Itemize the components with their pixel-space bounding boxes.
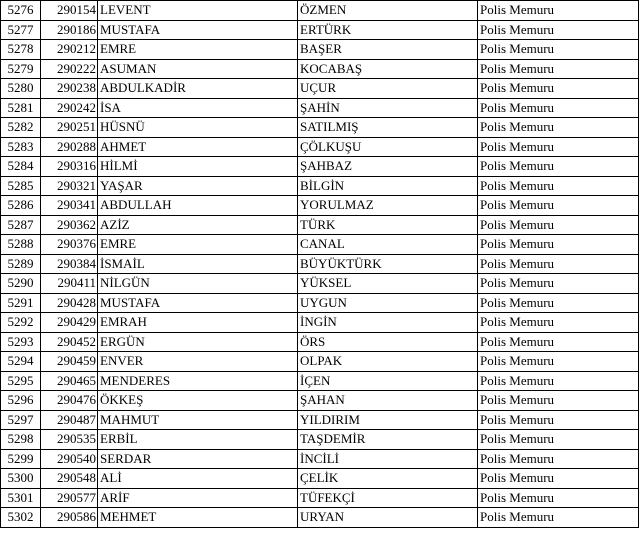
first-name-cell: ASUMAN [98, 59, 298, 79]
table-row [1, 488, 639, 508]
row-number-cell: 5299 [1, 449, 41, 469]
first-name-cell: LEVENT [98, 1, 298, 21]
registry-number-cell: 290586 [41, 508, 98, 528]
row-number-cell: 5282 [1, 118, 41, 138]
table-row [1, 508, 639, 528]
row-number-cell: 5300 [1, 469, 41, 489]
last-name-cell: İNGİN [298, 313, 478, 333]
table-row [1, 293, 639, 313]
table-row [1, 235, 639, 255]
title-cell: Polis Memuru [478, 449, 639, 469]
last-name-cell: TÜRK [298, 215, 478, 235]
first-name-cell: MAHMUT [98, 410, 298, 430]
row-number-cell: 5291 [1, 293, 41, 313]
last-name-cell: ÇELİK [298, 469, 478, 489]
title-cell: Polis Memuru [478, 293, 639, 313]
row-number-cell: 5287 [1, 215, 41, 235]
row-number-cell: 5296 [1, 391, 41, 411]
row-number-cell: 5284 [1, 157, 41, 177]
row-number-cell: 5283 [1, 137, 41, 157]
row-number-cell: 5285 [1, 176, 41, 196]
registry-number-cell: 290376 [41, 235, 98, 255]
title-cell: Polis Memuru [478, 274, 639, 294]
first-name-cell: MENDERES [98, 371, 298, 391]
last-name-cell: TAŞDEMİR [298, 430, 478, 450]
row-number-cell: 5294 [1, 352, 41, 372]
row-number-cell: 5298 [1, 430, 41, 450]
title-cell: Polis Memuru [478, 59, 639, 79]
last-name-cell: İNCİLİ [298, 449, 478, 469]
first-name-cell: ERBİL [98, 430, 298, 450]
last-name-cell: UÇUR [298, 79, 478, 99]
table-row [1, 118, 639, 138]
table-row [1, 40, 639, 60]
last-name-cell: KOCABAŞ [298, 59, 478, 79]
title-cell: Polis Memuru [478, 352, 639, 372]
title-cell: Polis Memuru [478, 98, 639, 118]
registry-number-cell: 290238 [41, 79, 98, 99]
title-cell: Polis Memuru [478, 488, 639, 508]
registry-number-cell: 290186 [41, 20, 98, 40]
registry-number-cell: 290535 [41, 430, 98, 450]
first-name-cell: EMRE [98, 235, 298, 255]
first-name-cell: MUSTAFA [98, 20, 298, 40]
registry-number-cell: 290222 [41, 59, 98, 79]
first-name-cell: EMRE [98, 40, 298, 60]
table-row [1, 371, 639, 391]
title-cell: Polis Memuru [478, 79, 639, 99]
registry-number-cell: 290548 [41, 469, 98, 489]
first-name-cell: MEHMET [98, 508, 298, 528]
row-number-cell: 5293 [1, 332, 41, 352]
registry-number-cell: 290288 [41, 137, 98, 157]
title-cell: Polis Memuru [478, 391, 639, 411]
first-name-cell: AHMET [98, 137, 298, 157]
title-cell: Polis Memuru [478, 254, 639, 274]
title-cell: Polis Memuru [478, 410, 639, 430]
last-name-cell: BÜYÜKTÜRK [298, 254, 478, 274]
row-number-cell: 5302 [1, 508, 41, 528]
row-number-cell: 5301 [1, 488, 41, 508]
first-name-cell: İSA [98, 98, 298, 118]
table-row [1, 196, 639, 216]
first-name-cell: ÖKKEŞ [98, 391, 298, 411]
table-row [1, 332, 639, 352]
title-cell: Polis Memuru [478, 196, 639, 216]
title-cell: Polis Memuru [478, 430, 639, 450]
table-row [1, 59, 639, 79]
table-row [1, 430, 639, 450]
last-name-cell: URYAN [298, 508, 478, 528]
row-number-cell: 5297 [1, 410, 41, 430]
row-number-cell: 5281 [1, 98, 41, 118]
title-cell: Polis Memuru [478, 313, 639, 333]
table-row [1, 449, 639, 469]
first-name-cell: ERGÜN [98, 332, 298, 352]
registry-number-cell: 290487 [41, 410, 98, 430]
title-cell: Polis Memuru [478, 118, 639, 138]
first-name-cell: İSMAİL [98, 254, 298, 274]
last-name-cell: YILDIRIM [298, 410, 478, 430]
last-name-cell: CANAL [298, 235, 478, 255]
table-row [1, 157, 639, 177]
title-cell: Polis Memuru [478, 469, 639, 489]
title-cell: Polis Memuru [478, 176, 639, 196]
registry-number-cell: 290384 [41, 254, 98, 274]
first-name-cell: ARİF [98, 488, 298, 508]
registry-number-cell: 290154 [41, 1, 98, 21]
last-name-cell: ERTÜRK [298, 20, 478, 40]
title-cell: Polis Memuru [478, 137, 639, 157]
registry-number-cell: 290411 [41, 274, 98, 294]
last-name-cell: BİLGİN [298, 176, 478, 196]
table-row [1, 313, 639, 333]
row-number-cell: 5290 [1, 274, 41, 294]
row-number-cell: 5279 [1, 59, 41, 79]
first-name-cell: ABDULLAH [98, 196, 298, 216]
table-row [1, 79, 639, 99]
table-row [1, 98, 639, 118]
table-row [1, 215, 639, 235]
table-row [1, 410, 639, 430]
last-name-cell: ÖZMEN [298, 1, 478, 21]
title-cell: Polis Memuru [478, 20, 639, 40]
registry-number-cell: 290251 [41, 118, 98, 138]
table-row [1, 137, 639, 157]
title-cell: Polis Memuru [478, 235, 639, 255]
registry-number-cell: 290428 [41, 293, 98, 313]
last-name-cell: YÜKSEL [298, 274, 478, 294]
row-number-cell: 5277 [1, 20, 41, 40]
table-row [1, 20, 639, 40]
row-number-cell: 5276 [1, 1, 41, 21]
registry-number-cell: 290465 [41, 371, 98, 391]
registry-number-cell: 290321 [41, 176, 98, 196]
registry-number-cell: 290316 [41, 157, 98, 177]
row-number-cell: 5288 [1, 235, 41, 255]
first-name-cell: YAŞAR [98, 176, 298, 196]
first-name-cell: AZİZ [98, 215, 298, 235]
last-name-cell: ÇÖLKUŞU [298, 137, 478, 157]
row-number-cell: 5286 [1, 196, 41, 216]
first-name-cell: SERDAR [98, 449, 298, 469]
table-row [1, 391, 639, 411]
first-name-cell: NİLGÜN [98, 274, 298, 294]
last-name-cell: ŞAHBAZ [298, 157, 478, 177]
registry-number-cell: 290212 [41, 40, 98, 60]
title-cell: Polis Memuru [478, 157, 639, 177]
row-number-cell: 5292 [1, 313, 41, 333]
first-name-cell: HÜSNÜ [98, 118, 298, 138]
last-name-cell: UYGUN [298, 293, 478, 313]
last-name-cell: TÜFEKÇİ [298, 488, 478, 508]
last-name-cell: ŞAHAN [298, 391, 478, 411]
table-row [1, 274, 639, 294]
title-cell: Polis Memuru [478, 332, 639, 352]
table-row [1, 176, 639, 196]
registry-number-cell: 290577 [41, 488, 98, 508]
title-cell: Polis Memuru [478, 1, 639, 21]
row-number-cell: 5289 [1, 254, 41, 274]
table-row [1, 352, 639, 372]
registry-number-cell: 290362 [41, 215, 98, 235]
title-cell: Polis Memuru [478, 371, 639, 391]
registry-number-cell: 290429 [41, 313, 98, 333]
last-name-cell: OLPAK [298, 352, 478, 372]
last-name-cell: SATILMIŞ [298, 118, 478, 138]
table-row [1, 1, 639, 21]
last-name-cell: BAŞER [298, 40, 478, 60]
row-number-cell: 5295 [1, 371, 41, 391]
row-number-cell: 5278 [1, 40, 41, 60]
last-name-cell: YORULMAZ [298, 196, 478, 216]
row-number-cell: 5280 [1, 79, 41, 99]
table-row [1, 469, 639, 489]
last-name-cell: İÇEN [298, 371, 478, 391]
first-name-cell: MUSTAFA [98, 293, 298, 313]
registry-number-cell: 290540 [41, 449, 98, 469]
table-body [1, 1, 639, 528]
registry-number-cell: 290242 [41, 98, 98, 118]
registry-number-cell: 290476 [41, 391, 98, 411]
first-name-cell: ENVER [98, 352, 298, 372]
table-row [1, 254, 639, 274]
first-name-cell: ALİ [98, 469, 298, 489]
title-cell: Polis Memuru [478, 215, 639, 235]
first-name-cell: EMRAH [98, 313, 298, 333]
title-cell: Polis Memuru [478, 40, 639, 60]
first-name-cell: HİLMİ [98, 157, 298, 177]
title-cell: Polis Memuru [478, 508, 639, 528]
registry-number-cell: 290452 [41, 332, 98, 352]
first-name-cell: ABDULKADİR [98, 79, 298, 99]
registry-number-cell: 290341 [41, 196, 98, 216]
last-name-cell: ŞAHİN [298, 98, 478, 118]
last-name-cell: ÖRS [298, 332, 478, 352]
registry-number-cell: 290459 [41, 352, 98, 372]
